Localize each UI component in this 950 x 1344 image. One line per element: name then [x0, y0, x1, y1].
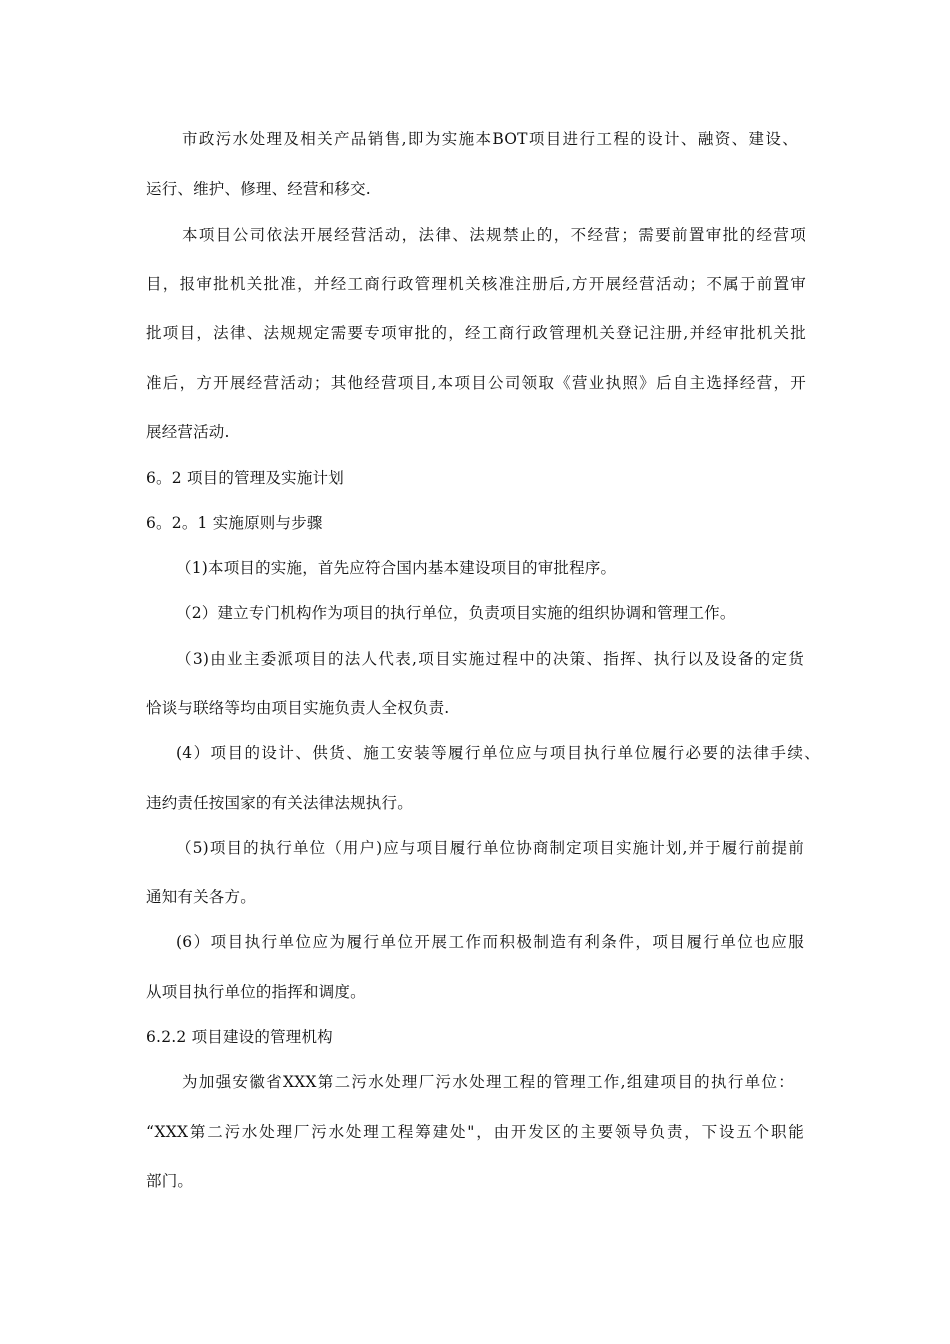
list-item: (4）项目的设计、供货、施工安装等履行单位应与项目执行单位履行必要的法律手续、 [176, 744, 820, 762]
list-item: （3)由业主委派项目的法人代表,项目实施过程中的决策、指挥、执行以及设备的定货 [176, 650, 804, 668]
paragraph-line: 运行、维护、修理、经营和移交. [146, 180, 371, 198]
paragraph-line: 市政污水处理及相关产品销售,即为实施本BOT项目进行工程的设计、融资、建设、 [182, 130, 798, 148]
paragraph-line: 为加强安徽省XXX第二污水处理厂污水处理工程的管理工作,组建项目的执行单位： [182, 1073, 794, 1091]
paragraph-line: 展经营活动. [146, 423, 230, 441]
list-item: (6）项目执行单位应为履行单位开展工作而积极制造有利条件，项目履行单位也应服 [176, 933, 804, 951]
paragraph-line: 目，报审批机关批准，并经工商行政管理机关核准注册后,方开展经营活动；不属于前置审 [146, 275, 806, 293]
subsection-heading: 6.2.2 项目建设的管理机构 [146, 1028, 333, 1046]
list-item: （5)项目的执行单位（用户)应与项目履行单位协商制定项目实施计划,并于履行前提前 [176, 839, 804, 857]
paragraph-line: 部门。 [146, 1172, 194, 1190]
paragraph-line: 准后，方开展经营活动；其他经营项目,本项目公司领取《营业执照》后自主选择经营，开 [146, 374, 806, 392]
section-heading: 6。2 项目的管理及实施计划 [146, 469, 344, 487]
paragraph-line: “XXX第二污水处理厂污水处理工程筹建处"，由开发区的主要领导负责，下设五个职能 [146, 1123, 804, 1141]
list-item: （1)本项目的实施，首先应符合国内基本建设项目的审批程序。 [176, 559, 617, 577]
paragraph-line: 本项目公司依法开展经营活动，法律、法规禁止的，不经营；需要前置审批的经营项 [182, 226, 806, 244]
list-item-continued: 通知有关各方。 [146, 888, 256, 906]
list-item: （2）建立专门机构作为项目的执行单位，负责项目实施的组织协调和管理工作。 [176, 604, 736, 622]
subsection-heading: 6。2。1 实施原则与步骤 [146, 514, 323, 532]
paragraph-line: 批项目，法律、法规规定需要专项审批的，经工商行政管理机关登记注册,并经审批机关批 [146, 324, 806, 342]
list-item-continued: 违约责任按国家的有关法律法规执行。 [146, 794, 413, 812]
list-item-continued: 从项目执行单位的指挥和调度。 [146, 983, 366, 1001]
list-item-continued: 恰谈与联络等均由项目实施负责人全权负责. [146, 699, 450, 717]
